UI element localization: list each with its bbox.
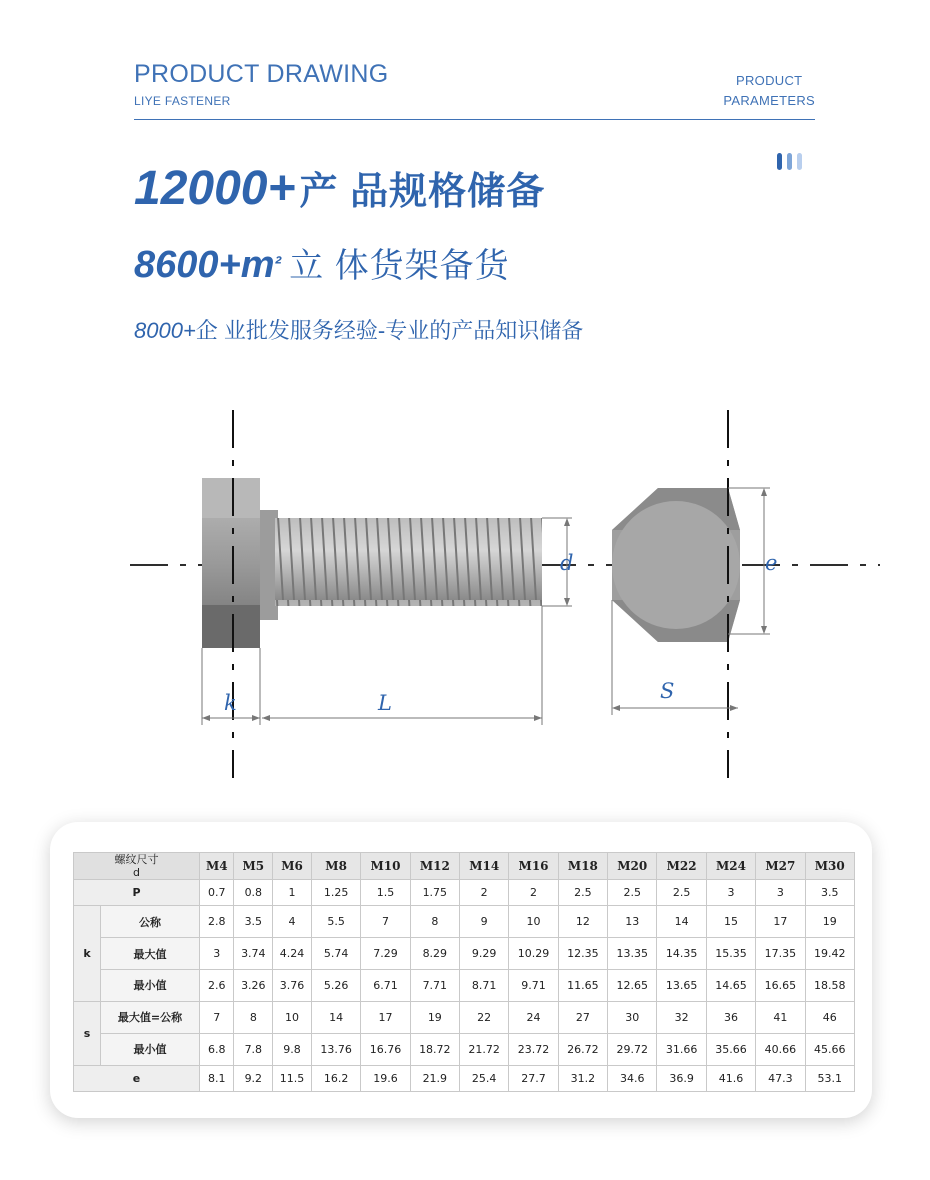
table-cell: 23.72 (509, 1033, 558, 1065)
row-sublabel: 公称 (101, 906, 200, 938)
dim-label-d: d (560, 551, 574, 575)
table-row (74, 938, 855, 970)
table-cell: 10 (273, 1001, 312, 1033)
table-cell: 16.2 (311, 1065, 360, 1091)
table-row (74, 970, 855, 1002)
table-cell: 13.76 (311, 1033, 360, 1065)
table-cell: 2.5 (558, 880, 607, 906)
size-header: M6 (273, 853, 312, 880)
table-cell: 4 (273, 906, 312, 938)
table-row (74, 1033, 855, 1065)
table-cell: 14.65 (706, 970, 755, 1002)
table-row (74, 880, 855, 906)
table-cell: 13 (608, 906, 657, 938)
headline-line1-text: 产 品规格储备 (299, 171, 546, 213)
header-right (723, 71, 815, 111)
bolt-head-bottom-face (202, 605, 260, 648)
table-cell: 36.9 (657, 1065, 706, 1091)
table-cell: 3.5 (805, 880, 854, 906)
decorative-bars-icon (777, 153, 807, 175)
table-cell: 7 (361, 906, 410, 938)
table-cell: 8.71 (460, 970, 509, 1002)
table-cell: 1.25 (311, 880, 360, 906)
table-cell: 10.29 (509, 938, 558, 970)
header-right-line1: PRODUCT (736, 73, 803, 88)
table-cell: 34.6 (608, 1065, 657, 1091)
table-cell: 18.72 (410, 1033, 459, 1065)
row-label: P (74, 880, 200, 906)
table-cell: 15 (706, 906, 755, 938)
table-cell: 9.8 (273, 1033, 312, 1065)
headline-line2-text: 立 体货架备货 (289, 247, 510, 285)
table-cell: 53.1 (805, 1065, 854, 1091)
table-cell: 8.29 (410, 938, 459, 970)
headline-line1 (134, 160, 545, 216)
table-cell: 2 (460, 880, 509, 906)
size-header: M22 (657, 853, 706, 880)
table-cell: 1.75 (410, 880, 459, 906)
table-cell: 12.65 (608, 970, 657, 1002)
header-divider (134, 119, 815, 120)
corner-line2: d (133, 866, 141, 879)
table-cell: 3.5 (234, 906, 273, 938)
table-cell: 40.66 (756, 1033, 805, 1065)
table-cell: 7.71 (410, 970, 459, 1002)
table-cell: 14 (311, 1001, 360, 1033)
headline-line3 (134, 314, 583, 345)
headline-line2-sup: ² (274, 253, 282, 276)
table-cell: 14.35 (657, 938, 706, 970)
table-cell: 3.76 (273, 970, 312, 1002)
table-cell: 45.66 (805, 1033, 854, 1065)
dim-label-S: S (660, 679, 675, 703)
row-sublabel: 最大值 (101, 938, 200, 970)
row-group-label: k (74, 906, 101, 1002)
row-sublabel: 最小值 (101, 970, 200, 1002)
bolt-head-top-face (202, 478, 260, 518)
table-cell: 26.72 (558, 1033, 607, 1065)
table-cell: 9.2 (234, 1065, 273, 1091)
table-cell: 7.8 (234, 1033, 273, 1065)
table-cell: 27.7 (509, 1065, 558, 1091)
table-cell: 5.5 (311, 906, 360, 938)
table-cell: 1 (273, 880, 312, 906)
table-cell: 19.6 (361, 1065, 410, 1091)
table-cell: 19.42 (805, 938, 854, 970)
table-cell: 9 (460, 906, 509, 938)
bolt-thread (275, 518, 542, 606)
row-sublabel: 最小值 (101, 1033, 200, 1065)
page-title: PRODUCT DRAWING (134, 60, 389, 88)
headline-line2 (134, 238, 510, 287)
table-cell: 30 (608, 1001, 657, 1033)
table-cell: 2.5 (608, 880, 657, 906)
row-sublabel: 最大值=公称 (101, 1001, 200, 1033)
dim-label-L: L (378, 691, 392, 715)
size-header: M5 (234, 853, 273, 880)
table-cell: 7 (200, 1001, 234, 1033)
header-left (134, 60, 389, 108)
size-header: M16 (509, 853, 558, 880)
table-cell: 6.71 (361, 970, 410, 1002)
size-header: M18 (558, 853, 607, 880)
table-cell: 41.6 (706, 1065, 755, 1091)
table-cell: 27 (558, 1001, 607, 1033)
bar-mid (787, 153, 792, 170)
table-cell: 4.24 (273, 938, 312, 970)
table-cell: 15.35 (706, 938, 755, 970)
table-cell: 16.76 (361, 1033, 410, 1065)
table-cell: 17 (361, 1001, 410, 1033)
size-header: M14 (460, 853, 509, 880)
table-cell: 3 (200, 938, 234, 970)
table-cell: 25.4 (460, 1065, 509, 1091)
row-group-label: s (74, 1001, 101, 1065)
table-cell: 31.2 (558, 1065, 607, 1091)
size-header: M10 (361, 853, 410, 880)
table-cell: 13.65 (657, 970, 706, 1002)
table-cell: 3.74 (234, 938, 273, 970)
size-header: M27 (756, 853, 805, 880)
table-row (74, 906, 855, 938)
table-cell: 2.6 (200, 970, 234, 1002)
spec-table-body (74, 880, 855, 1092)
table-row (74, 1065, 855, 1091)
bolt-end-view (612, 488, 740, 642)
table-cell: 47.3 (756, 1065, 805, 1091)
headline-line3-number: 8000+ (134, 318, 196, 343)
bar-dark (777, 153, 782, 170)
table-cell: 36 (706, 1001, 755, 1033)
size-header: M24 (706, 853, 755, 880)
header-right-line2: PARAMETERS (723, 93, 815, 108)
table-cell: 19 (410, 1001, 459, 1033)
table-cell: 11.65 (558, 970, 607, 1002)
table-row (74, 1001, 855, 1033)
table-cell: 7.29 (361, 938, 410, 970)
table-cell: 8 (234, 1001, 273, 1033)
table-cell: 32 (657, 1001, 706, 1033)
table-cell: 18.58 (805, 970, 854, 1002)
table-cell: 3.26 (234, 970, 273, 1002)
table-cell: 10 (509, 906, 558, 938)
table-cell: 29.72 (608, 1033, 657, 1065)
table-cell: 1.5 (361, 880, 410, 906)
table-cell: 21.72 (460, 1033, 509, 1065)
dim-label-k: k (224, 691, 237, 715)
table-cell: 9.29 (460, 938, 509, 970)
table-cell: 35.66 (706, 1033, 755, 1065)
table-cell: 6.8 (200, 1033, 234, 1065)
table-cell: 46 (805, 1001, 854, 1033)
bolt-side-view (202, 478, 542, 648)
table-cell: 19 (805, 906, 854, 938)
table-cell: 8 (410, 906, 459, 938)
table-corner (74, 853, 200, 880)
headline-line3-text: 企 业批发服务经验-专业的产品知识储备 (195, 318, 584, 343)
table-cell: 24 (509, 1001, 558, 1033)
table-cell: 12 (558, 906, 607, 938)
table-cell: 5.74 (311, 938, 360, 970)
size-header: M12 (410, 853, 459, 880)
table-cell: 0.7 (200, 880, 234, 906)
table-cell: 12.35 (558, 938, 607, 970)
bar-light (797, 153, 802, 170)
brand-subtitle: LIYE FASTENER (134, 94, 231, 108)
table-cell: 3 (706, 880, 755, 906)
table-cell: 16.65 (756, 970, 805, 1002)
headline-line1-number: 12000+ (134, 162, 296, 215)
table-cell: 2.8 (200, 906, 234, 938)
table-cell: 17.35 (756, 938, 805, 970)
hexagon-chamfer-circle (612, 501, 740, 629)
table-cell: 9.71 (509, 970, 558, 1002)
table-cell: 41 (756, 1001, 805, 1033)
table-cell: 2.5 (657, 880, 706, 906)
table-cell: 11.5 (273, 1065, 312, 1091)
size-header: M30 (805, 853, 854, 880)
table-cell: 31.66 (657, 1033, 706, 1065)
table-cell: 21.9 (410, 1065, 459, 1091)
table-cell: 5.26 (311, 970, 360, 1002)
table-cell: 0.8 (234, 880, 273, 906)
headline-line2-number: 8600+m (134, 244, 275, 286)
row-label: e (74, 1065, 200, 1091)
table-cell: 14 (657, 906, 706, 938)
spec-table (73, 852, 855, 1092)
table-cell: 2 (509, 880, 558, 906)
dim-label-e: e (765, 551, 778, 575)
table-cell: 22 (460, 1001, 509, 1033)
table-cell: 8.1 (200, 1065, 234, 1091)
table-cell: 3 (756, 880, 805, 906)
bolt-drawing (0, 400, 930, 790)
corner-line1: 螺纹尺寸 (114, 853, 159, 866)
size-header: M4 (200, 853, 234, 880)
table-cell: 13.35 (608, 938, 657, 970)
size-header: M20 (608, 853, 657, 880)
size-header: M8 (311, 853, 360, 880)
table-cell: 17 (756, 906, 805, 938)
table-header-row (74, 853, 855, 880)
